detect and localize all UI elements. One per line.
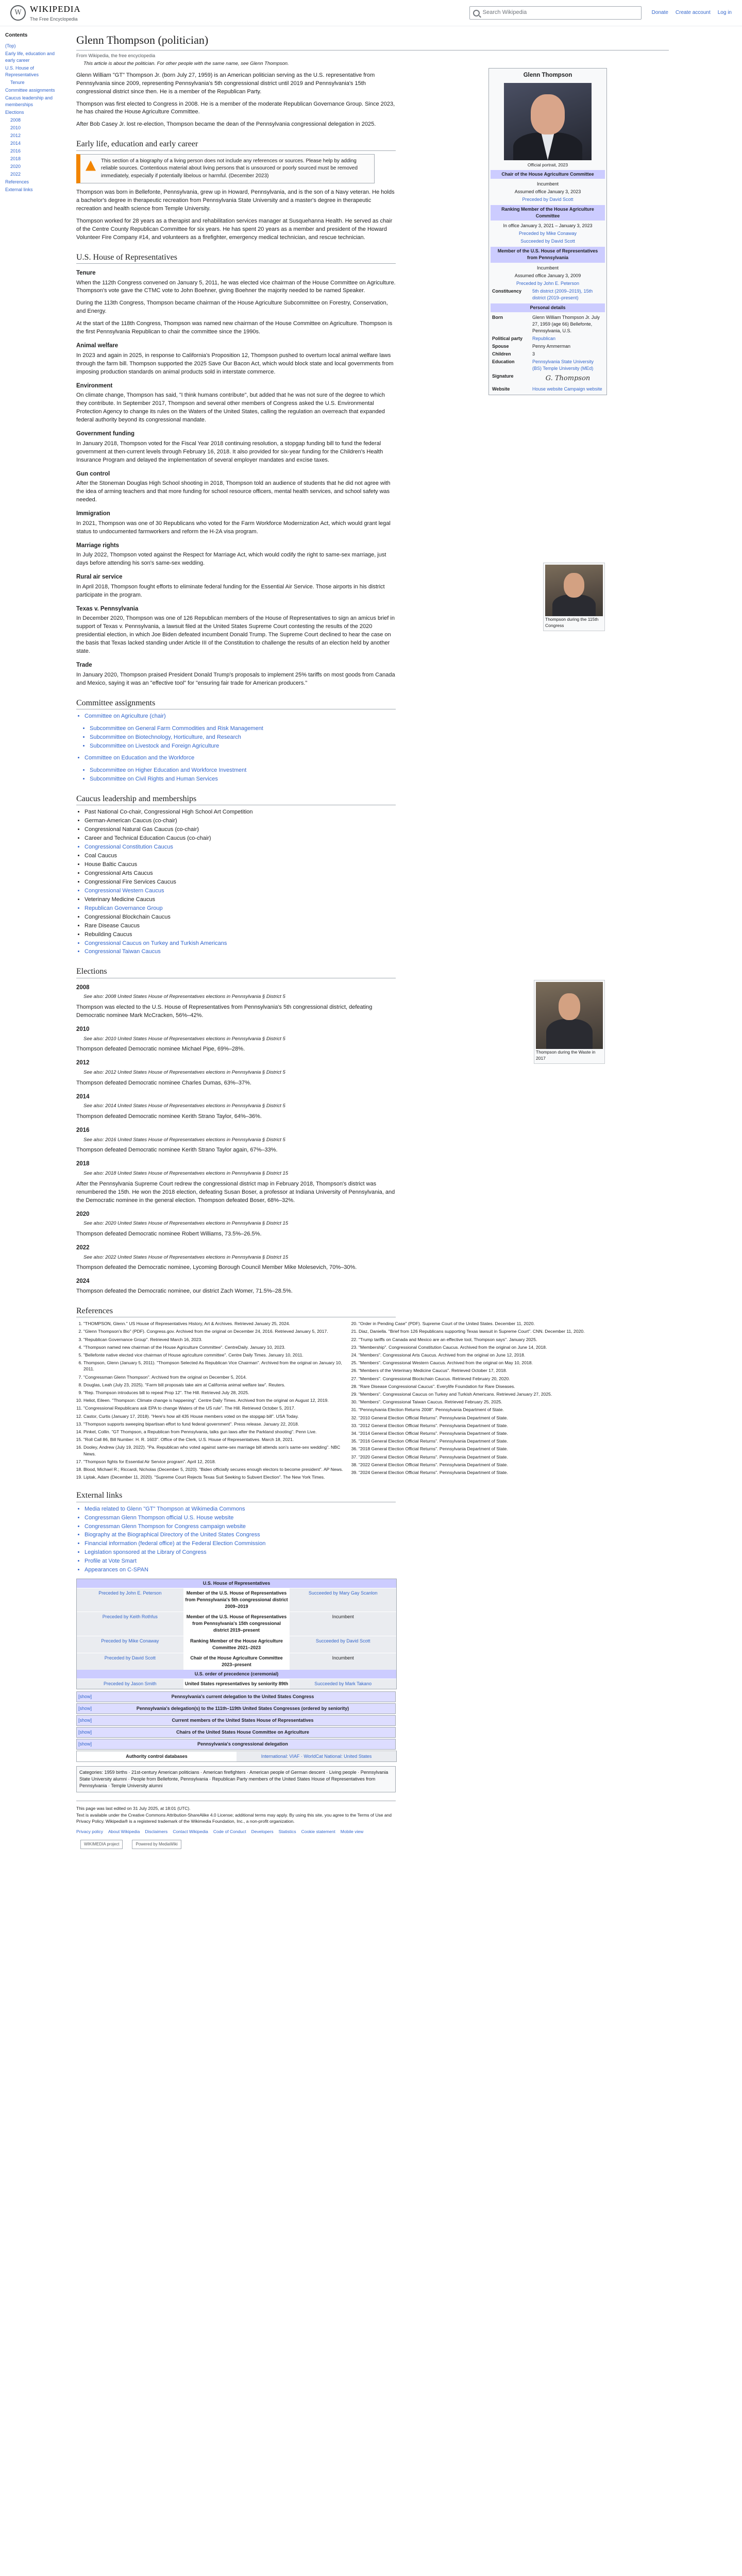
caucus-item: • Congressional Fire Services Caucus	[85, 878, 396, 887]
infobox-row	[491, 350, 605, 358]
committee-list	[85, 754, 396, 762]
subsection-heading: Government funding	[76, 431, 135, 437]
infobox-row	[491, 343, 605, 350]
footer-link[interactable]: Cookie statement	[301, 1829, 335, 1835]
reference-item[interactable]: 33. "2012 General Election Official Returns". Pennsylvania Department of State.	[359, 1422, 619, 1429]
reference-item[interactable]: 6. Thompson, Glenn (January 5, 2011). "Thompson Selected As Republican Vice Chairman". Archived from the original on January 10, 2011.	[83, 1360, 344, 1372]
office-band[interactable]: Member of the U.S. House of Representatives from Pennsylvania	[491, 247, 605, 262]
preceded-by[interactable]: Preceded by Keith Rothfus	[77, 1612, 183, 1635]
row-value[interactable]: 5th district (2009–2019), 15th district (2019–present)	[532, 288, 593, 300]
preceded-by[interactable]: Preceded by John E. Peterson	[77, 1588, 183, 1612]
reference-item[interactable]: 22. "Trump tariffs on Canada and Mexico are an effective tool, Thompson says". January 2025.	[359, 1336, 619, 1343]
reference-item[interactable]: 14. Pinkel, Collin. "GT Thompson, a Republican from Pennsylvania, talks gun laws after the Parkland shooting". Penn Live.	[83, 1429, 344, 1435]
paragraph: Thompson was elected to the U.S. House of Representatives from Pennsylvania's 5th congressional district, defeating Democratic nominee Mark McCracken, 56%–42%.	[76, 1004, 373, 1019]
reference-item[interactable]: 17. "Thompson fights for Essential Air Service program". April 12, 2018.	[83, 1459, 344, 1465]
office-term: Incumbent	[536, 181, 559, 187]
row-label: Spouse	[492, 343, 509, 349]
section-heading: Committee assignments	[76, 697, 396, 709]
subsection-heading: Environment	[76, 382, 113, 389]
reference-item[interactable]: 26. "Members of the Veterinary Medicine Caucus". Retrieved October 17, 2018.	[359, 1367, 619, 1374]
signature-image: G. Thompson	[545, 375, 591, 383]
row-label: Education	[492, 359, 515, 365]
reference-item[interactable]: 38. "2022 General Election Official Returns". Pennsylvania Department of State.	[359, 1462, 619, 1468]
toc-item[interactable]: References	[5, 179, 29, 185]
footer-link[interactable]: Statistics	[278, 1829, 296, 1835]
succession-head: U.S. House of Representatives	[77, 1579, 396, 1588]
reference-item[interactable]: 31. "Pennsylvania Election Returns 2008". Pennsylvania Department of State.	[359, 1406, 619, 1413]
thumbnail-image[interactable]	[536, 982, 603, 1049]
subsection-heading: Marriage rights	[76, 542, 120, 549]
navbox-collapsed[interactable]	[76, 1739, 396, 1750]
row-value: Penny Ammerman	[532, 343, 571, 349]
office-held: Chair of the House Agriculture Committee 2023–present	[183, 1653, 290, 1670]
footer-link[interactable]: Mobile view	[340, 1829, 364, 1835]
external-link[interactable]: • Congressman Glenn Thompson for Congress campaign website	[85, 1523, 669, 1531]
row-value[interactable]: Republican	[532, 335, 556, 341]
caucus-item: • Congressional Arts Caucus	[85, 870, 396, 878]
toc-item[interactable]: (Top)	[5, 43, 16, 48]
toc-title: Contents	[5, 32, 28, 38]
succession-box	[76, 1579, 397, 1689]
unsourced-notice	[76, 154, 375, 184]
infobox-row	[491, 287, 605, 302]
reference-item[interactable]: 5. "Bellefonte native elected vice chairman of House agriculture committee". Centre Daily Times. January 10, 2011.	[83, 1352, 344, 1358]
portrait-caption: Official portrait, 2023	[527, 162, 568, 167]
thumbnail-face	[559, 993, 580, 1020]
subcommittee-item[interactable]: • Subcommittee on Livestock and Foreign Agriculture	[90, 742, 396, 751]
reference-item[interactable]: 27. "Members". Congressional Blockchain Caucus. Retrieved February 20, 2020.	[359, 1376, 619, 1382]
reference-item[interactable]: 2. "Glenn Thompson's Bio" (PDF). Congress.gov. Archived from the original on December 24, 2016. Retrieved January 5, 2017.	[83, 1328, 344, 1334]
page-title: Glenn Thompson (politician)	[76, 32, 669, 50]
office-preceded[interactable]: Preceded by Mike Conaway	[518, 231, 577, 236]
toc-item[interactable]: 2010	[10, 125, 21, 131]
navbox-collapsed[interactable]	[76, 1715, 396, 1726]
reference-item[interactable]: 25. "Members". Congressional Western Caucus. Archived from the original on May 10, 2018.	[359, 1360, 619, 1366]
reference-item[interactable]: 20. "Order in Pending Case" (PDF). Supreme Court of the United States. December 11, 2020.	[359, 1320, 619, 1327]
reference-item[interactable]: 11. "Congressional Republicans ask EPA to change Waters of the US rule". The Hill. Retrieved October 5, 2017.	[83, 1405, 344, 1411]
search-input[interactable]	[469, 6, 642, 20]
subcommittee-item[interactable]: • Subcommittee on Biotechnology, Horticulture, and Research	[90, 734, 396, 742]
notice-text: This section of a biography of a living person does not include any references or sources. Please help by adding reliable sources. Contentious material about living persons that is unsourced or poorly sourced must be removed immediately, especially if potentially libelous or harmful. (December 2023)	[101, 158, 358, 179]
toc-item[interactable]: External links	[5, 187, 33, 193]
committee-item[interactable]: • Committee on Agriculture (chair)	[85, 713, 396, 721]
succession-row	[77, 1636, 396, 1653]
thumbnail-image[interactable]	[545, 565, 603, 616]
subcommittee-list	[90, 767, 396, 784]
office-held: Ranking Member of the House Agriculture Committee 2021–2023	[183, 1636, 290, 1653]
navbox-collapsed[interactable]	[76, 1691, 396, 1702]
license-text: Text is available under the Creative Commons Attribution-ShareAlike 4.0 License; additional terms may apply. By using this site, you agree to the Terms of Use and Privacy Policy. Wikipedia® is a registered trademark of the Wikimedia Foundation, Inc., a non-profit organization.	[76, 1812, 392, 1824]
reference-item[interactable]: 19. Liptak, Adam (December 11, 2020). "Supreme Court Rejects Texas Suit Seeking to Subvert Election". The New York Times.	[83, 1474, 344, 1480]
site-footer	[76, 1801, 396, 1849]
section-heading: U.S. House of Representatives	[76, 251, 396, 264]
reference-item[interactable]: 24. "Members". Congressional Arts Caucus. Archived from the original on June 12, 2018.	[359, 1352, 619, 1358]
election-year-heading: 2014	[76, 1093, 90, 1100]
subsection-heading: Immigration	[76, 511, 110, 517]
external-link[interactable]: • Media related to Glenn "GT" Thompson at Wikimedia Commons	[85, 1505, 669, 1514]
office-since: Assumed office January 3, 2023	[514, 189, 581, 195]
section-heading: External links	[76, 1489, 396, 1502]
toc-item[interactable]: Caucus leadership and memberships	[5, 95, 53, 107]
subcommittee-item[interactable]: • Subcommittee on Civil Rights and Human Services	[90, 775, 396, 784]
reference-item[interactable]: 3. "Republican Governance Group". Retrieved March 16, 2023.	[83, 1336, 344, 1343]
paragraph: In 2021, Thompson was one of 30 Republicans who voted for the Farm Workforce Modernization Act, which would grant legal status to undocumented farmworkers and reform the H-2A visa program.	[76, 520, 391, 535]
navbox-title: Pennsylvania's congressional delegation	[197, 1741, 288, 1747]
footer-link[interactable]: Code of Conduct	[213, 1829, 246, 1835]
row-value: Glenn William Thompson Jr. July 27, 1959 (age 66) Bellefonte, Pennsylvania, U.S.	[532, 314, 600, 333]
paragraph: After the Stoneman Douglas High School shooting in 2018, Thompson told an audience of students that he did not agree with the idea of arming teachers and that more funding for school resource officers, mental health services, and school safety was needed.	[76, 480, 391, 503]
succeeded-by: Incumbent	[290, 1612, 396, 1635]
footer-link[interactable]: Contact Wikipedia	[173, 1829, 208, 1835]
subsection-heading: Texas v. Pennsylvania	[76, 605, 139, 612]
lead-paragraph: Thompson was first elected to Congress in 2008. He is a member of the moderate Republican Governance Group. Since 2023, he has chaired the House Agriculture Committee.	[76, 100, 395, 115]
paragraph: Thompson was born in Bellefonte, Pennsylvania, grew up in Howard, Pennsylvania, and is the son of a Navy veteran. He holds a bachelor's degree in therapeutic recreation from Pennsylvania State University and a master's degree in therapeutic recreation and health science from Temple University.	[76, 189, 395, 212]
external-link[interactable]: • Financial information (federal office) at the Federal Election Commission	[85, 1540, 669, 1548]
thumbnail-caption: Thompson during the Waste in 2017	[536, 1049, 596, 1061]
caucus-item: • Congressional Blockchain Caucus	[85, 913, 396, 922]
expand-icon[interactable]: [show]	[78, 1693, 92, 1699]
paragraph: On climate change, Thompson has said, "I think humans contribute", but added that he was not sure of the degree to which they contribute. In September 2017, Thompson and several other members of Congress asked the U.S. Environmental Protection Agency to change its rules on the Waters of the United States, calling the regulation an overreach that expanded federal authority beyond its congressional mandate.	[76, 392, 385, 423]
see-also-note[interactable]: See also: 2016 United States House of Representatives elections in Pennsylvania § District 5	[83, 1137, 285, 1143]
succession-row	[77, 1588, 396, 1612]
reference-item[interactable]: 29. "Members". Congressional Caucus on Turkey and Turkish Americans. Retrieved January 27, 2025.	[359, 1391, 619, 1397]
election-year-heading: 2008	[76, 984, 90, 991]
footer-link[interactable]: Disclaimers	[145, 1829, 168, 1835]
article-content	[76, 32, 669, 1849]
row-label: Political party	[492, 335, 523, 341]
see-also-note[interactable]: See also: 2022 United States House of Representatives elections in Pennsylvania § District 15	[83, 1254, 289, 1260]
infobox-row	[491, 385, 605, 393]
expand-icon[interactable]: [show]	[78, 1729, 92, 1735]
subsection-heading: Gun control	[76, 470, 110, 477]
caucus-item: • House Baltic Caucus	[85, 861, 396, 869]
toc-item[interactable]: 2014	[10, 141, 21, 146]
toc-item[interactable]: U.S. House of Representatives	[5, 65, 39, 77]
reference-item[interactable]: 35. "2016 General Election Official Returns". Pennsylvania Department of State.	[359, 1438, 619, 1444]
see-also-note[interactable]: See also: 2018 United States House of Representatives elections in Pennsylvania § District 15	[83, 1171, 289, 1177]
section-heading: Early life, education and early career	[76, 138, 396, 150]
order-head: U.S. order of precedence (ceremonial)	[77, 1670, 396, 1679]
search-placeholder: Search Wikipedia	[482, 9, 527, 16]
lead-paragraph: Glenn William "GT" Thompson Jr. (born July 27, 1959) is an American politician serving as the U.S. representative from Pennsylvania since 2009, representing Pennsylvania's 5th congressional district until 2019 and Pennsylvania's 15th congressional district since then. He is a member of the Republican Party.	[76, 72, 375, 95]
infobox	[488, 68, 607, 395]
reference-item[interactable]: 10. Heliot, Eileen. "Thompson: Climate change is happening". Centre Daily Times. Archived from the original on August 12, 2019.	[83, 1397, 344, 1403]
subsection-heading: Rural air service	[76, 574, 123, 581]
authority-values[interactable]: International: VIAF · WorldCat National: United States	[237, 1752, 396, 1761]
toc-item[interactable]: 2020	[10, 164, 21, 170]
subsection-heading: Animal welfare	[76, 343, 119, 349]
expand-icon[interactable]: [show]	[78, 1717, 92, 1723]
subcommittee-list	[90, 725, 396, 751]
external-link[interactable]: • Congressman Glenn Thompson official U.S. House website	[85, 1514, 669, 1522]
row-label: Constituency	[492, 288, 522, 294]
succeeded-by[interactable]: Succeeded by Mary Gay Scanlon	[290, 1588, 396, 1612]
external-link[interactable]: • Profile at Vote Smart	[85, 1557, 669, 1566]
caucus-item: • Rebuilding Caucus	[85, 931, 396, 939]
row-value: 3	[532, 351, 535, 357]
caucus-item[interactable]: • Congressional Caucus on Turkey and Turkish Americans	[85, 940, 396, 948]
navbox-collapsed[interactable]	[76, 1703, 396, 1714]
reference-item[interactable]: 16. Dooley, Andrew (July 19, 2022). "Pa. Republican who voted against same-sex marriage bill attends son's same-sex wedding". NBC News.	[83, 1444, 344, 1456]
expand-icon[interactable]: [show]	[78, 1705, 92, 1711]
toc-item[interactable]: Early life, education and early career	[5, 50, 55, 63]
authority-control	[76, 1751, 397, 1762]
succeeded-by[interactable]: Succeeded by David Scott	[290, 1636, 396, 1653]
subsection-heading: Trade	[76, 662, 92, 668]
login-link[interactable]: Log in	[717, 9, 732, 15]
footer-links	[76, 1828, 396, 1849]
reference-item[interactable]: 18. Blood, Michael R.; Riccardi, Nicholas (December 5, 2020). "Biden officially secures enough electors to become president". AP News.	[83, 1466, 344, 1472]
reference-item[interactable]: 30. "Members". Congressional Taiwan Caucus. Retrieved February 25, 2025.	[359, 1399, 619, 1405]
section-heading: Caucus leadership and memberships	[76, 793, 396, 805]
committee-item[interactable]: • Committee on Education and the Workforce	[85, 754, 396, 762]
row-label: Children	[492, 351, 511, 357]
see-also-note[interactable]: See also: 2010 United States House of Representatives elections in Pennsylvania § District 5	[83, 1036, 285, 1042]
office-band[interactable]: Ranking Member of the House Agriculture Committee	[491, 205, 605, 221]
reference-item[interactable]: 13. "Thompson supports sweeping bipartisan effort to fund federal government". Press release. January 22, 2018.	[83, 1421, 344, 1427]
see-also-note[interactable]: See also: 2014 United States House of Representatives elections in Pennsylvania § District 5	[83, 1103, 285, 1109]
election-year-heading: 2012	[76, 1060, 90, 1066]
paragraph: In 2023 and again in 2025, in response to California's Proposition 12, Thompson pushed to overturn local animal welfare laws through the farm bill. Thompson supported the 2025 Save Our Bacon Act, which would block state and local governments from imposing production standards on animal products sold in interstate commerce.	[76, 352, 394, 375]
preceded-by[interactable]: Preceded by Jason Smith	[77, 1679, 183, 1689]
subcommittee-item[interactable]: • Subcommittee on General Farm Commodities and Risk Management	[90, 725, 396, 733]
thumbnail-caption: Thompson during the 115th Congress	[545, 617, 599, 629]
paragraph: In December 2020, Thompson was one of 126 Republican members of the House of Representatives to sign an amicus brief in support of Texas v. Pennsylvania, a lawsuit filed at the United States Supreme Court contesting the results of the 2020 presidential election, in which Joe Biden defeated incumbent Donald Trump. The Supreme Court declined to hear the case on the basis that Texas lacked standing under Article III of the Constitution to challenge the results of an election held by another state.	[76, 615, 395, 655]
succession-row	[77, 1612, 396, 1635]
paragraph: Thompson defeated Democratic nominee Michael Pipe, 69%–28%.	[76, 1046, 245, 1053]
toc-item[interactable]: Committee assignments	[5, 87, 55, 93]
toc-item[interactable]: 2012	[10, 133, 21, 139]
external-links-list	[85, 1505, 669, 1575]
row-value[interactable]: Pennsylvania State University (BS) Temple University (MEd)	[532, 359, 594, 371]
wikipedia-globe-icon[interactable]: W	[10, 5, 26, 21]
office-succeeded[interactable]: Succeeded by David Scott	[520, 239, 575, 244]
election-year-heading: 2022	[76, 1245, 90, 1251]
paragraph: Thompson defeated Democratic nominee Robert Williams, 73.5%–26.5%.	[76, 1231, 262, 1238]
personal-tools	[652, 9, 732, 17]
row-value[interactable]: House website Campaign website	[532, 386, 602, 392]
office-term: In office January 3, 2021 – January 3, 2023	[503, 223, 593, 229]
create-account-link[interactable]: Create account	[675, 9, 711, 15]
reference-list	[83, 1320, 619, 1480]
paragraph: At the start of the 118th Congress, Thompson was named new chairman of the House Committee on Agriculture. Thompson is the first Pennsylvania Republican to chair the committee since the 1990s.	[76, 320, 393, 335]
reference-item[interactable]: 4. "Thompson named new chairman of the House Agriculture Committee". CentreDaily. January 10, 2023.	[83, 1344, 344, 1350]
paragraph: After the Pennsylvania Supreme Court redrew the congressional district map in February 2018, Thompson's district was renumbered the 15th. He won the 2018 election, defeating Susan Boser, a professor at Indiana University of Pennsylvania, and the Democratic nominee in the general election. Thompson defeated Boser, 68%–32%.	[76, 1180, 395, 1204]
category-links[interactable]: Categories: 1959 births · 21st-century American politicians · American firefighters · American people of German descent · Living people · Pennsylvania State University alumni · People from Bellefonte, Pennsylvania · Republican Party members of the United States House of Representatives from Pennsylvania · Temple University alumni	[76, 1766, 396, 1792]
caucus-item: • Veterinary Medicine Caucus	[85, 896, 396, 904]
succeeded-by[interactable]: Succeeded by Mark Takano	[290, 1679, 396, 1689]
navbox-title: Pennsylvania's current delegation to the United States Congress	[171, 1693, 314, 1699]
main-column	[76, 72, 396, 1296]
reference-item[interactable]: 1. "THOMPSON, Glenn." US House of Representatives History, Art & Archives. Retrieved January 25, 2024.	[83, 1320, 344, 1327]
subsection-heading: Tenure	[76, 269, 96, 276]
infobox-row	[491, 335, 605, 343]
caucus-item[interactable]: • Congressional Constitution Caucus	[85, 843, 396, 852]
order-position: United States representatives by seniority 89th	[183, 1679, 290, 1689]
navbox-title: Pennsylvania's delegation(s) to the 111th–119th United States Congresses (ordered by seniority)	[136, 1705, 349, 1711]
preceded-by[interactable]: Preceded by Mike Conaway	[77, 1636, 183, 1653]
office-since: Assumed office January 3, 2009	[514, 273, 581, 278]
row-label: Signature	[492, 374, 514, 379]
office-term: Incumbent	[536, 265, 559, 270]
footer-link[interactable]: Privacy policy	[76, 1829, 103, 1835]
see-also-note[interactable]: See also: 2012 United States House of Representatives elections in Pennsylvania § District 5	[83, 1069, 285, 1075]
reference-item[interactable]: 28. "Rare Disease Congressional Caucus". Everylife Foundation for Rare Diseases.	[359, 1383, 619, 1389]
table-of-contents	[5, 32, 66, 194]
authority-label: Authority control databases	[77, 1752, 237, 1761]
reference-item[interactable]: 37. "2020 General Election Official Returns". Pennsylvania Department of State.	[359, 1454, 619, 1460]
election-year-heading: 2020	[76, 1211, 90, 1217]
paragraph: During the 113th Congress, Thompson became chairman of the House Agriculture Subcommittee on Forestry, Conservation, and Energy.	[76, 300, 388, 315]
office-preceded[interactable]: Preceded by David Scott	[522, 197, 574, 202]
external-link[interactable]: • Biography at the Biographical Directory of the United States Congress	[85, 1531, 669, 1539]
lead-paragraph: After Bob Casey Jr. lost re-election, Thompson became the dean of the Pennsylvania congressional delegation in 2025.	[76, 121, 376, 128]
wordmark[interactable]: WIKIPEDIA	[30, 4, 81, 14]
section-heading: References	[76, 1305, 396, 1317]
infobox-title: Glenn Thompson	[523, 72, 572, 78]
thumbnail-body	[552, 595, 596, 616]
election-year-heading: 2010	[76, 1026, 90, 1032]
reference-item[interactable]: 39. "2024 General Election Official Returns". Pennsylvania Department of State.	[359, 1469, 619, 1476]
infobox-row	[491, 372, 605, 385]
toc-item[interactable]: 2008	[10, 117, 21, 123]
office-band[interactable]: Chair of the House Agriculture Committee	[491, 170, 605, 179]
paragraph: Thompson defeated the Democratic nominee, Lycoming Borough Council Member Mike Molesevich, 70%–30%.	[76, 1264, 357, 1271]
caucus-item[interactable]: • Republican Governance Group	[85, 905, 396, 913]
order-row	[77, 1679, 396, 1689]
site-sub: From Wikipedia, the free encyclopedia	[76, 53, 156, 58]
toc-item[interactable]: 2018	[10, 156, 21, 162]
caucus-item: • Career and Technical Education Caucus (co-chair)	[85, 835, 396, 843]
paragraph: Thompson defeated Democratic nominee Charles Dumas, 63%–37%.	[76, 1079, 251, 1086]
reference-item[interactable]: 21. Diaz, Daniella. "Brief from 126 Republicans supporting Texas lawsuit in Supreme Court". CNN. December 11, 2020.	[359, 1328, 619, 1334]
row-label: Website	[492, 386, 510, 392]
wikimedia-badge[interactable]: WIKIMEDIA project	[80, 1840, 123, 1849]
caucus-item: • German-American Caucus (co-chair)	[85, 817, 396, 825]
reference-item[interactable]: 15. "Roll Call 86, Bill Number: H. R. 1603". Office of the Clerk, U.S. House of Representatives. March 18, 2021.	[83, 1436, 344, 1443]
thumbnail-body	[546, 1019, 593, 1049]
external-link[interactable]: • Appearances on C-SPAN	[85, 1566, 669, 1574]
donate-link[interactable]: Donate	[651, 9, 668, 15]
reference-item[interactable]: 34. "2014 General Election Official Returns". Pennsylvania Department of State.	[359, 1430, 619, 1436]
portrait-image[interactable]	[504, 83, 592, 160]
toc-item[interactable]: Elections	[5, 109, 24, 115]
thumbnail	[543, 563, 605, 631]
subcommittee-item[interactable]: • Subcommittee on Higher Education and Workforce Investment	[90, 767, 396, 775]
caucus-item[interactable]: • Congressional Western Caucus	[85, 887, 396, 895]
paragraph: In January 2020, Thompson praised President Donald Trump's proposals to implement 25% tariffs on most goods from Canada and Mexico, saying it was an "effective tool" for "ensuring fair trade for American producers."	[76, 671, 395, 686]
election-year-heading: 2016	[76, 1127, 90, 1134]
site-header	[0, 0, 742, 26]
see-also-note[interactable]: See also: 2020 United States House of Representatives elections in Pennsylvania § District 15	[83, 1221, 289, 1227]
external-link[interactable]: • Legislation sponsored at the Library of Congress	[85, 1549, 669, 1557]
authority-row	[77, 1751, 396, 1761]
caucus-item[interactable]: • Congressional Taiwan Caucus	[85, 948, 396, 956]
succeeded-by: Incumbent	[290, 1653, 396, 1670]
reference-item[interactable]: 23. "Membership". Congressional Constitution Caucus. Archived from the original on June 14, 2018.	[359, 1344, 619, 1350]
see-also-note[interactable]: See also: 2008 United States House of Representatives elections in Pennsylvania § District 5	[83, 994, 285, 1000]
reference-item[interactable]: 32. "2010 General Election Official Returns". Pennsylvania Department of State.	[359, 1415, 619, 1421]
paragraph: In April 2018, Thompson fought efforts to eliminate federal funding for the Essential Air Service. Those airports in his district participate in the program.	[76, 583, 385, 598]
navbox-title: Current members of the United States House of Representatives	[172, 1717, 314, 1723]
last-edited: This page was last edited on 31 July 2025, at 18:01 (UTC).	[76, 1806, 191, 1811]
caucus-list	[85, 808, 396, 956]
reference-item[interactable]: 8. Douglas, Leah (July 23, 2025). "Farm bill proposals take aim at California animal welfare law". Reuters.	[83, 1382, 344, 1388]
thumbnail	[534, 980, 605, 1064]
succession-row	[77, 1653, 396, 1670]
caucus-item: • Rare Disease Caucus	[85, 922, 396, 930]
navbox-collapsed[interactable]	[76, 1727, 396, 1738]
caucus-item: • Past National Co-chair, Congressional High School Art Competition	[85, 808, 396, 817]
office-held: Member of the U.S. House of Representatives from Pennsylvania's 15th congressional district 2019–present	[183, 1612, 290, 1635]
election-year-heading: 2018	[76, 1161, 90, 1167]
reference-item[interactable]: 12. Castor, Curtis (January 17, 2018). "Here's how all 435 House members voted on the stopgap bill". USA Today.	[83, 1413, 344, 1419]
row-label: Born	[492, 314, 503, 320]
search-icon	[473, 10, 480, 16]
office-held: Member of the U.S. House of Representatives from Pennsylvania's 5th congressional district 2009–2019	[183, 1588, 290, 1612]
paragraph: When the 112th Congress convened on January 5, 2011, he was elected vice chairman of the House Committee on Agriculture. Thompson's vote gave the CTMC vote to John Boehner, giving Boehner the majority needed to be named Speaker.	[76, 279, 396, 294]
personal-band: Personal details	[491, 303, 605, 312]
toc-item[interactable]: 2022	[10, 172, 21, 177]
infobox-row	[491, 358, 605, 372]
preceded-by[interactable]: Preceded by David Scott	[77, 1653, 183, 1670]
election-year-heading: 2024	[76, 1278, 90, 1285]
caucus-item: • Coal Caucus	[85, 852, 396, 860]
paragraph: Thompson defeated the Democratic nominee, our district Zach Womer, 71.5%–28.5%.	[76, 1288, 293, 1295]
caucus-item: • Congressional Natural Gas Caucus (co-chair)	[85, 826, 396, 834]
mediawiki-badge[interactable]: Powered by MediaWiki	[132, 1840, 181, 1849]
section-heading: Elections	[76, 965, 396, 978]
thumbnail-face	[564, 573, 584, 598]
hatnote: This article is about the politician. For other people with the same name, see Glenn Thompson.	[83, 60, 289, 66]
paragraph: Thompson defeated Democratic nominee Kerith Strano Taylor again, 67%–33%.	[76, 1147, 278, 1154]
portrait-face	[531, 94, 565, 134]
reference-item[interactable]: 9. "Rep. Thompson introduces bill to repeal Prop 12". The Hill. Retrieved July 28, 2025.	[83, 1389, 344, 1396]
paragraph: Thompson worked for 28 years as a therapist and rehabilitation services manager at Susquehanna Health. He served as chair of the Centre County Republican Committee for six years. He has spent 20 years as a member and president of the Howard Volunteer Fire Company #14, and volunteers as a firefighter, emergency medical technician, and rescue technician.	[76, 217, 393, 241]
tagline: The Free Encyclopedia	[30, 16, 78, 22]
toc-item[interactable]: 2016	[10, 148, 21, 154]
footer-link[interactable]: About Wikipedia	[108, 1829, 140, 1835]
toc-item[interactable]: Tenure	[10, 79, 25, 85]
reference-item[interactable]: 7. "Congressman Glenn Thompson". Archived from the original on December 5, 2014.	[83, 1374, 344, 1380]
paragraph: In January 2018, Thompson voted for the Fiscal Year 2018 continuing resolution, a stopgap funding bill to fund the federal government at then-current levels through February 16, 2018. It also provided for six-year funding for the Children's Health Insurance Program and delayed the implementation of several employer mandates and excise taxes.	[76, 440, 383, 463]
office-preceded[interactable]: Preceded by John E. Peterson	[516, 280, 580, 286]
expand-icon[interactable]: [show]	[78, 1741, 92, 1747]
committee-list	[85, 713, 396, 721]
warning-icon	[86, 161, 96, 171]
footer-link[interactable]: Developers	[251, 1829, 274, 1835]
infobox-row	[491, 314, 605, 335]
paragraph: Thompson defeated Democratic nominee Kerith Strano Taylor, 64%–36%.	[76, 1113, 262, 1120]
paragraph: In July 2022, Thompson voted against the Respect for Marriage Act, which would codify the right to same-sex marriage, just days before attending his son's same-sex wedding.	[76, 552, 386, 567]
navbox-title: Chairs of the United States House Committee on Agriculture	[176, 1729, 309, 1735]
reference-item[interactable]: 36. "2018 General Election Official Returns". Pennsylvania Department of State.	[359, 1446, 619, 1452]
